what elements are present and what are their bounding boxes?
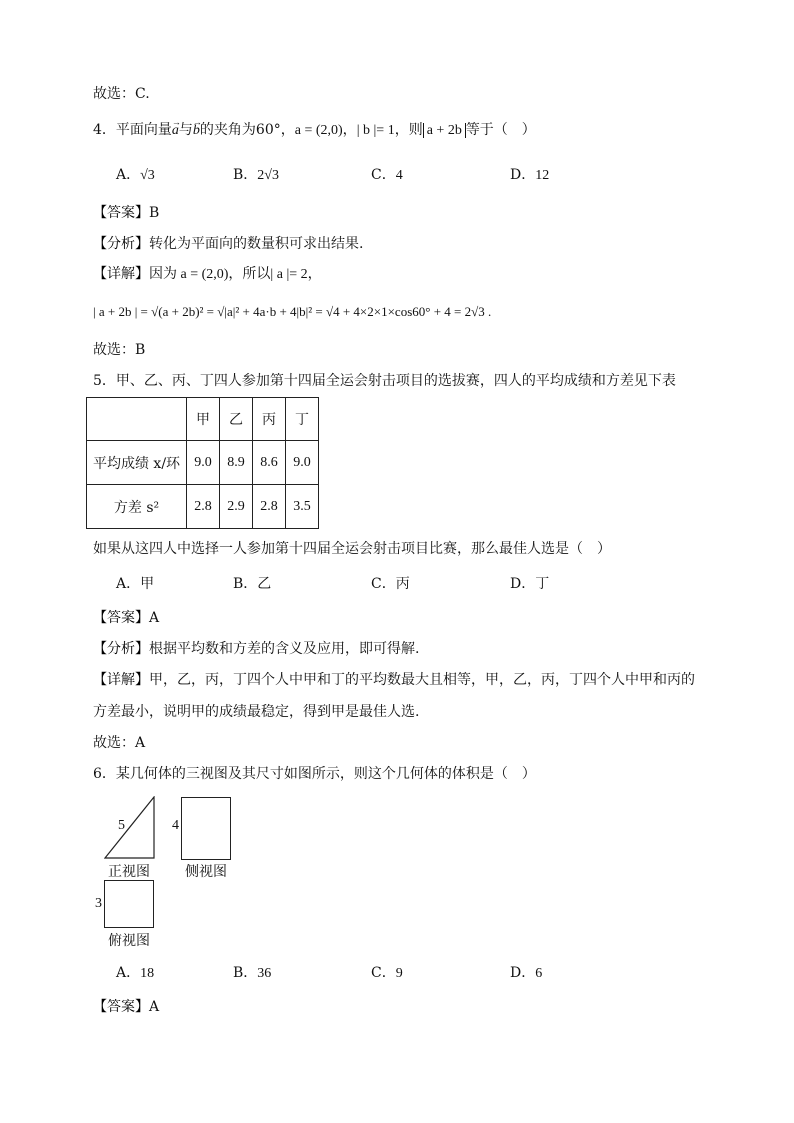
- q4-option-c[interactable]: C．4: [371, 167, 403, 183]
- q4-stem-prefix: 4．平面向量: [93, 122, 172, 138]
- q4-stem-with: 与: [178, 122, 193, 138]
- table-header-row: [87, 398, 319, 441]
- side-view-dimension: 4: [172, 818, 179, 833]
- table-row-label: 平均成绩 x/环: [87, 441, 187, 485]
- q4-stem: [93, 120, 536, 141]
- q5-option-b[interactable]: B．乙: [233, 576, 272, 592]
- front-view-dimension: 5: [118, 818, 125, 833]
- q5-analysis: 【分析】根据平均数和方差的含义及应用，即可得解.: [93, 641, 420, 657]
- q5-answer: 【答案】A: [93, 610, 160, 626]
- q6-stem: 6．某几何体的三视图及其尺寸如图所示，则这个几何体的体积是（ ）: [93, 766, 536, 782]
- table-cell: 2.8: [187, 485, 220, 529]
- front-view-triangle: [104, 796, 156, 860]
- table-header-cell: 乙: [220, 398, 253, 441]
- table-row: [87, 441, 319, 485]
- table-cell: 8.6: [253, 441, 286, 485]
- q4-stem-expression: a + 2b: [423, 123, 466, 138]
- q4-option-b[interactable]: B．2√3: [233, 167, 279, 183]
- q4-stem-suffix: 等于（ ）: [465, 122, 536, 138]
- q5-detail: 【详解】甲，乙，丙，丁四个人中甲和丁的平均数最大且相等，甲，乙，丙，丁四个人中甲和丙的: [93, 672, 695, 688]
- q4-option-a[interactable]: A．√3: [116, 167, 155, 183]
- q4-detail: 【详解】因为 a = (2,0)，所以| a |= 2，: [93, 266, 322, 282]
- table-header-cell: 丙: [253, 398, 286, 441]
- q6-option-b[interactable]: B．36: [233, 965, 272, 981]
- q6-option-a[interactable]: A．18: [116, 965, 155, 981]
- table-cell: 2.8: [253, 485, 286, 529]
- q5-question: 如果从这四人中选择一人参加第十四届全运会射击项目比赛，那么最佳人选是（ ）: [93, 541, 611, 557]
- q5-option-d[interactable]: D．丁: [510, 576, 550, 592]
- q3-conclusion: 故选：C.: [93, 86, 150, 102]
- table-header-cell: 丁: [286, 398, 319, 441]
- vector-a: → a: [172, 121, 179, 141]
- q5-score-table: [86, 397, 319, 529]
- table-corner-cell: [87, 398, 187, 441]
- q4-analysis: 【分析】转化为平面向的数量积可求出结果.: [93, 236, 364, 252]
- q4-option-d[interactable]: D．12: [510, 167, 550, 183]
- table-row-label: 方差 s²: [87, 485, 187, 529]
- table-cell: 8.9: [220, 441, 253, 485]
- table-cell: 2.9: [220, 485, 253, 529]
- vector-b: → b: [193, 121, 200, 141]
- table-header-cell: 甲: [187, 398, 220, 441]
- q5-detail-cont: 方差最小，说明甲的成绩最稳定，得到甲是最佳人选.: [93, 704, 420, 720]
- top-view-square: [104, 880, 154, 928]
- q4-stem-angle: 的夹角为60°，: [199, 122, 295, 138]
- q4-detail-equation: | a + 2b | = √(a + 2b)² = √|a|² + 4a·b + 4|b|² = √4 + 4×2×1×cos60° + 4 = 2√3 .: [93, 304, 492, 319]
- q6-option-c[interactable]: C．9: [371, 965, 403, 981]
- side-view-label: 侧视图: [185, 864, 227, 880]
- q6-answer: 【答案】A: [93, 999, 160, 1015]
- table-cell: 3.5: [286, 485, 319, 529]
- table-cell: 9.0: [187, 441, 220, 485]
- q5-stem: 5．甲、乙、丙、丁四人参加第十四届全运会射击项目的选拔赛，四人的平均成绩和方差见下表: [93, 373, 676, 389]
- q6-option-d[interactable]: D．6: [510, 965, 543, 981]
- table-row: [87, 485, 319, 529]
- q4-stem-b-norm: | b |= 1，则: [356, 123, 423, 138]
- q5-option-a[interactable]: A．甲: [116, 576, 155, 592]
- q5-conclusion: 故选：A: [93, 735, 146, 751]
- front-view-label: 正视图: [108, 864, 150, 880]
- table-cell: 9.0: [286, 441, 319, 485]
- side-view-rectangle: [181, 797, 231, 860]
- q4-conclusion: 故选：B: [93, 342, 146, 358]
- top-view-dimension: 3: [95, 896, 102, 911]
- q4-stem-a-value: a = (2,0)，: [294, 123, 357, 138]
- top-view-label: 俯视图: [108, 933, 150, 949]
- q4-answer: 【答案】B: [93, 205, 160, 221]
- q5-option-c[interactable]: C．丙: [371, 576, 410, 592]
